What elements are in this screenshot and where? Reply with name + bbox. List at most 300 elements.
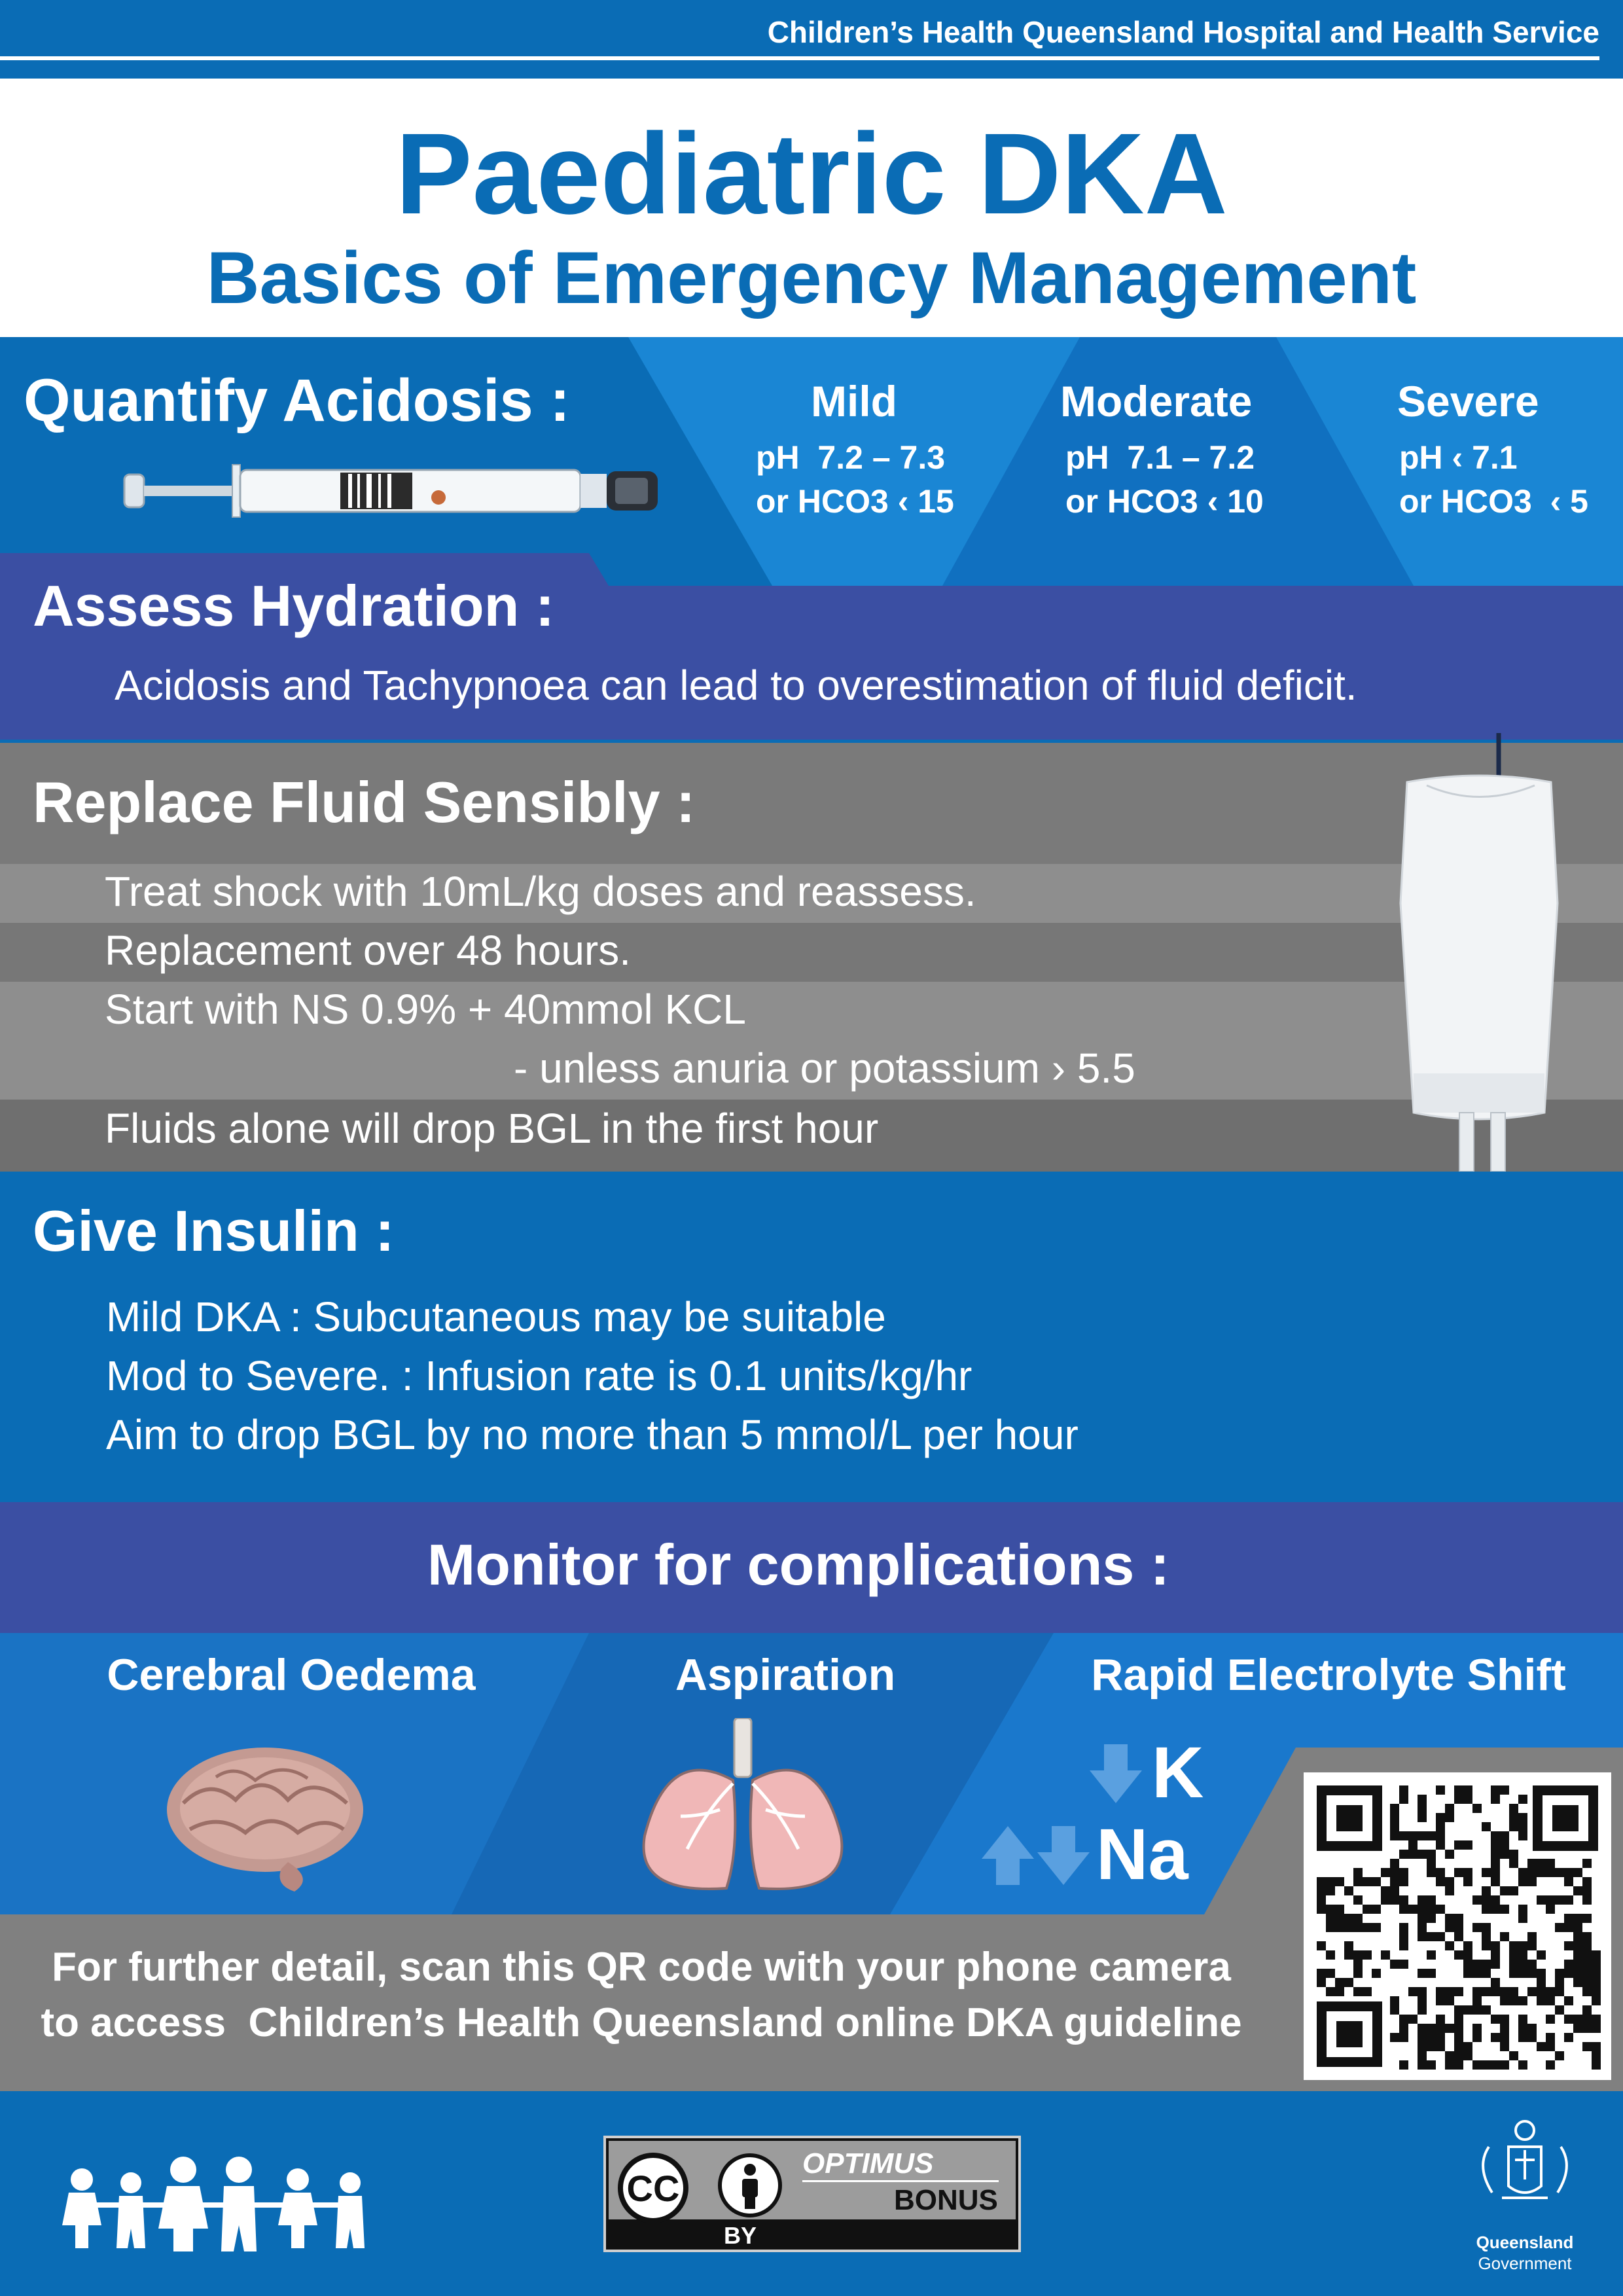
qr-module: [1546, 2060, 1555, 2070]
qr-module: [1555, 1969, 1564, 1978]
qr-module: [1317, 1877, 1326, 1886]
qr-module: [1555, 1895, 1564, 1905]
qr-module: [1491, 2033, 1500, 2042]
qr-module: [1573, 1978, 1582, 1987]
qr-module: [1500, 1850, 1509, 1859]
qr-module: [1454, 1987, 1463, 1996]
qr-module: [1317, 1978, 1326, 1987]
qr-module: [1326, 1950, 1335, 1960]
qr-module: [1482, 1923, 1491, 1932]
qr-module: [1427, 1950, 1436, 1960]
qr-module: [1335, 1877, 1344, 1886]
qr-module: [1408, 1850, 1418, 1859]
page-subtitle: Basics of Emergency Management: [206, 237, 1417, 319]
qr-module: [1537, 1996, 1546, 2005]
qr-module: [1363, 1923, 1372, 1932]
qr-module: [1592, 1969, 1601, 1978]
top-bar: [0, 0, 1623, 79]
org-name: Children’s Health Queensland Hospital and Health Service: [767, 15, 1599, 49]
qr-module: [1500, 1840, 1509, 1850]
qr-module: [1582, 1877, 1592, 1886]
qr-module: [1399, 1795, 1408, 1804]
qr-module: [1573, 1960, 1582, 1969]
qr-module: [1537, 1978, 1546, 1987]
qr-module: [1381, 1895, 1390, 1905]
qr-module: [1573, 2024, 1582, 2033]
qr-module: [1573, 1950, 1582, 1960]
qr-module: [1500, 2060, 1509, 2070]
qr-module: [1372, 1923, 1381, 1932]
qr-module: [1399, 1785, 1408, 1795]
qr-module: [1582, 1969, 1592, 1978]
monitor-heading: Monitor for complications :: [427, 1532, 1170, 1597]
qr-module: [1482, 1932, 1491, 1941]
qr-module: [1555, 1978, 1564, 1987]
qr-module: [1518, 2033, 1527, 2042]
qr-module: [1418, 2042, 1427, 2051]
qr-module: [1418, 1923, 1427, 1932]
qr-module: [1353, 1923, 1363, 1932]
qr-module: [1418, 1996, 1427, 2005]
qr-module: [1427, 1859, 1436, 1868]
qr-module: [1546, 1987, 1555, 1996]
qr-module: [1445, 1813, 1454, 1822]
qr-module: [1592, 1960, 1601, 1969]
qr-module: [1317, 1969, 1326, 1978]
qr-module: [1537, 1969, 1546, 1978]
qr-module: [1537, 1859, 1546, 1868]
qr-module: [1537, 2042, 1546, 2051]
acidosis-severe-ph: pH ‹ 7.1: [1399, 439, 1518, 476]
qr-module: [1592, 1987, 1601, 1996]
qr-module: [1527, 1859, 1537, 1868]
qr-module: [1518, 1941, 1527, 1950]
qr-module: [1518, 2024, 1527, 2033]
acidosis-moderate-ph: pH 7.1 – 7.2: [1065, 439, 1255, 476]
qr-module: [1518, 1969, 1527, 1978]
qr-module: [1454, 2024, 1463, 2033]
fluid-heading: Replace Fluid Sensibly :: [33, 770, 696, 834]
qr-module: [1454, 1932, 1463, 1941]
qr-module: [1564, 1960, 1573, 1969]
qr-module: [1436, 1987, 1445, 1996]
gov-name-line-1: Queensland: [1476, 2233, 1574, 2252]
qr-module: [1564, 2015, 1573, 2024]
qr-module: [1390, 2005, 1399, 2015]
qr-module: [1454, 1840, 1463, 1850]
qr-module: [1564, 2033, 1573, 2042]
qr-module: [1582, 1960, 1592, 1969]
qr-module: [1592, 1950, 1601, 1960]
insulin-section: [0, 1172, 1623, 1502]
qr-module: [1500, 1886, 1509, 1895]
fluid-line: Start with NS 0.9% + 40mmol KCL: [105, 986, 746, 1033]
qr-module: [1454, 1923, 1463, 1932]
qr-module: [1491, 1905, 1500, 1914]
sodium-symbol: Na: [1096, 1814, 1188, 1895]
attribution-person-icon: [717, 2153, 783, 2218]
qr-module: [1372, 1969, 1381, 1978]
qr-module: [1582, 1978, 1592, 1987]
qr-module: [1491, 2060, 1500, 2070]
qr-module: [1546, 2033, 1555, 2042]
qr-module: [1418, 2051, 1427, 2060]
qr-module: [1582, 1895, 1592, 1905]
qr-module: [1436, 1877, 1445, 1886]
acidosis-severe-name: Severe: [1397, 377, 1539, 425]
qr-module: [1573, 1941, 1582, 1950]
qr-module: [1491, 1785, 1500, 1795]
qr-module: [1582, 1859, 1592, 1868]
qr-module: [1436, 2024, 1445, 2033]
qr-module: [1427, 1969, 1436, 1978]
qr-module: [1436, 1840, 1445, 1850]
qr-module: [1509, 1987, 1518, 1996]
qr-module: [1518, 1813, 1527, 1822]
qr-module: [1363, 1905, 1372, 1914]
qr-module: [1363, 1950, 1372, 1960]
qr-module: [1500, 1932, 1509, 1941]
qr-module: [1463, 1960, 1472, 1969]
qr-module: [1592, 2042, 1601, 2051]
qr-module: [1353, 1969, 1363, 1978]
qr-module: [1408, 2015, 1418, 2024]
insulin-line: Aim to drop BGL by no more than 5 mmol/L per hour: [106, 1411, 1079, 1458]
qr-module: [1399, 1831, 1408, 1840]
qr-module: [1537, 1950, 1546, 1960]
qr-module: [1546, 1868, 1555, 1877]
qr-module: [1335, 1914, 1344, 1923]
qr-module: [1491, 1859, 1500, 1868]
qr-module: [1418, 2024, 1427, 2033]
qr-module: [1500, 1996, 1509, 2005]
qr-module: [1491, 1895, 1500, 1905]
qr-module: [1537, 1868, 1546, 1877]
acidosis-moderate-hco3: or HCO3 ‹ 10: [1065, 483, 1264, 520]
potassium-symbol: K: [1152, 1732, 1204, 1813]
qr-module: [1463, 1785, 1472, 1795]
qr-module: [1472, 2060, 1482, 2070]
qr-module: [1418, 1813, 1427, 1822]
license-badge[interactable]: [603, 2136, 1021, 2252]
fluid-line: Fluids alone will drop BGL in the first hour: [105, 1105, 879, 1152]
qr-module: [1326, 1886, 1335, 1895]
qr-module: [1582, 1932, 1592, 1941]
qr-module: [1372, 1877, 1381, 1886]
qr-module: [1491, 1987, 1500, 1996]
qr-module: [1482, 1960, 1491, 1969]
queensland-crest-icon: [1463, 2114, 1587, 2229]
qr-module: [1335, 1905, 1344, 1914]
qr-module: [1592, 1978, 1601, 1987]
acidosis-mild-ph: pH 7.2 – 7.3: [756, 439, 946, 476]
qr-module: [1418, 2005, 1427, 2015]
qr-module: [1472, 2033, 1482, 2042]
qr-module: [1326, 1905, 1335, 1914]
qr-module: [1546, 2042, 1555, 2051]
qr-module: [1546, 1996, 1555, 2005]
qr-module: [1454, 2015, 1463, 2024]
qr-module: [1527, 1877, 1537, 1886]
qr-module: [1344, 1923, 1353, 1932]
qr-module: [1463, 1868, 1472, 1877]
qr-module: [1344, 1914, 1353, 1923]
qr-module: [1482, 2060, 1491, 2070]
qr-module: [1592, 2060, 1601, 2070]
qr-instruction-line-1: For further detail, scan this QR code with your phone camera: [52, 1945, 1231, 1990]
blood-gas-syringe-icon: [118, 452, 674, 530]
qr-module: [1482, 1987, 1491, 1996]
qr-module: [1491, 1831, 1500, 1840]
qr-module: [1399, 2024, 1408, 2033]
qr-module: [1573, 1914, 1582, 1923]
acidosis-mild-name: Mild: [811, 377, 897, 425]
license-optimus-label: OPTIMUS: [802, 2147, 934, 2179]
qr-module: [1454, 2033, 1463, 2042]
acidosis-mild-hco3: or HCO3 ‹ 15: [756, 483, 954, 520]
qr-module: [1363, 1987, 1372, 1996]
qr-module: [1592, 2024, 1601, 2033]
qr-module: [1390, 1831, 1399, 1840]
qr-module: [1436, 2042, 1445, 2051]
qr-module: [1454, 2051, 1463, 2060]
qr-module: [1445, 1850, 1454, 1859]
qr-module: [1353, 1987, 1363, 1996]
qr-module: [1509, 1859, 1518, 1868]
qr-module: [1390, 1804, 1399, 1813]
qr-module: [1390, 1886, 1399, 1895]
gov-name-line-2: Government: [1478, 2253, 1572, 2273]
qr-module: [1582, 2015, 1592, 2024]
qr-module: [1317, 1886, 1326, 1895]
qr-module: [1527, 2033, 1537, 2042]
qr-module: [1472, 1996, 1482, 2005]
qr-module: [1527, 1868, 1537, 1877]
qr-module: [1472, 2024, 1482, 2033]
qr-module: [1454, 1868, 1463, 1877]
qr-module: [1436, 1932, 1445, 1941]
license-bonus-label: BONUS: [894, 2184, 998, 2216]
qr-module: [1546, 1859, 1555, 1868]
qr-module: [1353, 1868, 1363, 1877]
hydration-note: Acidosis and Tachypnoea can lead to overestimation of fluid deficit.: [115, 662, 1357, 709]
qr-module: [1418, 1895, 1427, 1905]
qr-module: [1573, 1923, 1582, 1932]
qr-module: [1399, 1941, 1408, 1950]
qr-module: [1418, 1905, 1427, 1914]
complication-aspiration: Aspiration: [675, 1650, 896, 1700]
qr-module: [1573, 1886, 1582, 1895]
fluid-section: [0, 743, 1623, 1172]
qr-module: [1353, 1914, 1363, 1923]
qr-module: [1573, 1969, 1582, 1978]
qr-module: [1573, 1868, 1582, 1877]
qr-module: [1472, 1960, 1482, 1969]
qr-module: [1564, 1941, 1573, 1950]
qr-module: [1399, 2060, 1408, 2070]
qr-code-pattern-icon: [1304, 1772, 1611, 2080]
qr-module: [1353, 1877, 1363, 1886]
qr-module: [1427, 2033, 1436, 2042]
qr-module: [1537, 1987, 1546, 1996]
fluid-line: Treat shock with 10mL/kg doses and reassess.: [105, 868, 976, 915]
qr-module: [1399, 1905, 1408, 1914]
qr-module: [1509, 1822, 1518, 1831]
qr-module: [1353, 1895, 1363, 1905]
qr-module: [1326, 1987, 1335, 1996]
qr-module: [1592, 1996, 1601, 2005]
qr-module: [1582, 2042, 1592, 2051]
qr-module: [1500, 1831, 1509, 1840]
qr-module: [1500, 2024, 1509, 2033]
qr-module: [1454, 1914, 1463, 1923]
fluid-line: - unless anuria or potassium › 5.5: [514, 1045, 1135, 1092]
qr-module: [1527, 1969, 1537, 1978]
qr-module: [1582, 2024, 1592, 2033]
qr-module: [1527, 1932, 1537, 1941]
qr-instruction-line-2: to access Children’s Health Queensland online DKA guideline: [41, 2000, 1242, 2045]
qr-module: [1491, 2015, 1500, 2024]
qr-module: [1427, 1905, 1436, 1914]
qr-module: [1463, 1877, 1472, 1886]
qr-module: [1472, 1923, 1482, 1932]
top-rule: [0, 56, 1599, 60]
qr-module: [1454, 2060, 1463, 2070]
acidosis-severe-hco3: or HCO3 ‹ 5: [1399, 483, 1588, 520]
qr-module: [1463, 1795, 1472, 1804]
qr-module: [1546, 1905, 1555, 1914]
qr-module: [1418, 1831, 1427, 1840]
qr-module: [1436, 2033, 1445, 2042]
qr-module: [1518, 1822, 1527, 1831]
qr-module: [1592, 2015, 1601, 2024]
qr-module: [1418, 2060, 1427, 2070]
qr-module: [1418, 1850, 1427, 1859]
qr-module: [1427, 2060, 1436, 2070]
qr-module: [1317, 1941, 1326, 1950]
qr-module: [1500, 1987, 1509, 1996]
qr-module: [1454, 1785, 1463, 1795]
qr-module: [1527, 1987, 1537, 1996]
qr-module: [1335, 1978, 1344, 1987]
qr-module: [1564, 1969, 1573, 1978]
dka-guideline-qr-code[interactable]: [1304, 1772, 1611, 2080]
qr-module: [1326, 1877, 1335, 1886]
qr-module: [1463, 1969, 1472, 1978]
insulin-line: Mod to Severe. : Infusion rate is 0.1 units/kg/hr: [106, 1352, 972, 1399]
qr-module: [1399, 1868, 1408, 1877]
qr-module: [1445, 1886, 1454, 1895]
qr-module: [1390, 1960, 1399, 1969]
qr-module: [1427, 1895, 1436, 1905]
qr-module: [1427, 1914, 1436, 1923]
qr-module: [1482, 1868, 1491, 1877]
qr-module: [1500, 1905, 1509, 1914]
qr-module: [1344, 1886, 1353, 1895]
qr-module: [1582, 1950, 1592, 1960]
qr-module: [1408, 1840, 1418, 1850]
qr-module: [1399, 1923, 1408, 1932]
qr-module: [1509, 1950, 1518, 1960]
qr-module: [1518, 1950, 1527, 1960]
qr-module: [1518, 1795, 1527, 1804]
complication-cerebral-oedema: Cerebral Oedema: [107, 1650, 476, 1700]
qr-module: [1445, 1923, 1454, 1932]
qr-module: [1509, 1804, 1518, 1813]
qr-module: [1582, 2005, 1592, 2015]
qr-module: [1509, 1996, 1518, 2005]
qr-module: [1436, 1785, 1445, 1795]
children-chain-logo-icon: [59, 2153, 380, 2251]
qr-module: [1482, 1969, 1491, 1978]
qr-module: [1390, 1822, 1399, 1831]
qr-module: [1427, 1868, 1436, 1877]
qr-module: [1436, 1822, 1445, 1831]
qr-module: [1564, 1914, 1573, 1923]
qr-module: [1491, 1960, 1500, 1969]
qr-module: [1509, 1850, 1518, 1859]
qr-module: [1326, 1923, 1335, 1932]
page-title: Paediatric DKA: [395, 110, 1228, 238]
qr-module: [1491, 1795, 1500, 1804]
qr-module: [1390, 1868, 1399, 1877]
qr-module: [1454, 1950, 1463, 1960]
qr-module: [1527, 1941, 1537, 1950]
qr-module: [1427, 1932, 1436, 1941]
qr-module: [1555, 2005, 1564, 2015]
qr-module: [1463, 1941, 1472, 1950]
qr-module: [1335, 1987, 1344, 1996]
cc-icon: [618, 2153, 688, 2223]
qr-module: [1344, 1978, 1353, 1987]
qr-module: [1509, 1969, 1518, 1978]
qr-module: [1500, 2042, 1509, 2051]
qr-module: [1500, 2015, 1509, 2024]
qr-module: [1509, 1960, 1518, 1969]
qr-module: [1408, 1831, 1418, 1840]
qr-module: [1573, 1932, 1582, 1941]
qr-module: [1573, 2015, 1582, 2024]
qr-module: [1582, 1886, 1592, 1895]
qr-module: [1445, 1914, 1454, 1923]
qr-module: [1363, 1877, 1372, 1886]
qr-module: [1454, 1795, 1463, 1804]
iv-fluid-bag-icon: [1394, 733, 1564, 1211]
qr-module: [1399, 2015, 1408, 2024]
qr-module: [1518, 1868, 1527, 1877]
qr-module: [1491, 1840, 1500, 1850]
qr-module: [1418, 1804, 1427, 1813]
qr-module: [1509, 1941, 1518, 1950]
qr-module: [1472, 2005, 1482, 2015]
qr-module: [1482, 1895, 1491, 1905]
qr-module: [1509, 1813, 1518, 1822]
acidosis-heading: Quantify Acidosis :: [24, 367, 570, 434]
qr-module: [1390, 1996, 1399, 2005]
monitor-heading-band: [0, 1502, 1623, 1633]
qr-module: [1344, 1941, 1353, 1950]
qr-module: [1418, 1914, 1427, 1923]
qr-module: [1546, 2015, 1555, 2024]
qr-module: [1482, 2005, 1491, 2015]
qr-module: [1418, 1795, 1427, 1804]
qr-module: [1463, 1950, 1472, 1960]
qr-module: [1317, 1905, 1326, 1914]
qr-module: [1537, 1895, 1546, 1905]
qr-module: [1491, 1868, 1500, 1877]
qr-module: [1436, 1831, 1445, 1840]
qr-module: [1592, 2051, 1601, 2060]
